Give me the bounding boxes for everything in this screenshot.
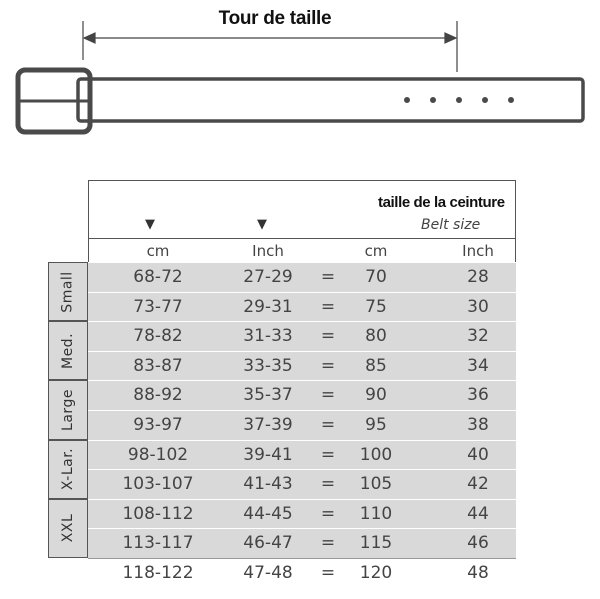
- belt-cm-cell: 85: [365, 355, 387, 376]
- equals-sign: =: [320, 296, 336, 317]
- belt-cm-cell: 75: [365, 296, 387, 317]
- waist-inch-cell: 47-48: [243, 562, 293, 583]
- belt-cm-cell: 115: [359, 533, 393, 554]
- waist-inch-cell: 35-37: [243, 385, 293, 406]
- table-row: [88, 321, 516, 351]
- equals-sign: =: [320, 414, 336, 435]
- equals-sign: =: [320, 562, 336, 583]
- waist-inch-cell: 29-31: [243, 296, 293, 317]
- waist-cm-cell: 108-112: [122, 503, 194, 524]
- belt-inch-cell: 40: [467, 444, 489, 465]
- waist-measure-title: Tour de taille: [218, 8, 332, 29]
- table-row: [88, 351, 516, 381]
- equals-sign: =: [320, 503, 336, 524]
- belt-inch-cell: 44: [467, 503, 489, 524]
- belt-inch-cell: 48: [467, 562, 489, 583]
- down-arrow-icon: ▼: [145, 217, 155, 232]
- table-row: [88, 410, 516, 440]
- table-row: [88, 469, 516, 499]
- waist-cm-cell: 68-72: [133, 267, 183, 287]
- belt-inch-cell: 28: [467, 267, 489, 287]
- size-group-label: Large: [48, 380, 88, 439]
- belt-diagram: [0, 0, 600, 150]
- unit-belt-inch: Inch: [462, 242, 494, 260]
- unit-waist-cm: cm: [146, 242, 170, 260]
- table-row: [88, 440, 516, 470]
- belt-cm-cell: 120: [359, 562, 393, 583]
- size-rows: [88, 262, 516, 588]
- waist-cm-cell: 73-77: [133, 296, 183, 317]
- equals-sign: =: [320, 267, 336, 287]
- belt-size-header-en: Belt size: [421, 217, 481, 233]
- belt-inch-cell: 32: [467, 326, 489, 347]
- belt-cm-cell: 100: [359, 444, 393, 465]
- waist-cm-cell: 93-97: [133, 414, 183, 435]
- belt-inch-cell: 34: [467, 355, 489, 376]
- waist-inch-cell: 33-35: [243, 355, 293, 376]
- table-row: [88, 380, 516, 410]
- waist-inch-cell: 27-29: [243, 267, 293, 287]
- belt-cm-cell: 80: [365, 326, 387, 347]
- equals-sign: =: [320, 385, 336, 406]
- table-row: [88, 499, 516, 529]
- belt-inch-cell: 38: [467, 414, 489, 435]
- belt-inch-cell: 42: [467, 474, 489, 495]
- equals-sign: =: [320, 444, 336, 465]
- belt-cm-cell: 95: [365, 414, 387, 435]
- table-row: [88, 558, 516, 588]
- waist-inch-cell: 46-47: [243, 533, 293, 554]
- unit-belt-cm: cm: [364, 242, 388, 260]
- units-row: [88, 238, 516, 262]
- table-row: [88, 292, 516, 322]
- waist-cm-cell: 113-117: [122, 533, 194, 554]
- equals-sign: =: [320, 326, 336, 347]
- waist-cm-cell: 88-92: [133, 385, 183, 406]
- belt-cm-cell: 110: [359, 503, 393, 524]
- waist-inch-cell: 31-33: [243, 326, 293, 347]
- belt-size-header-fr: taille de la ceinture: [378, 194, 505, 211]
- belt-inch-cell: 36: [467, 385, 489, 406]
- waist-cm-cell: 98-102: [127, 444, 189, 465]
- waist-cm-cell: 118-122: [122, 562, 194, 583]
- equals-sign: =: [320, 474, 336, 495]
- belt-inch-cell: 30: [467, 296, 489, 317]
- waist-inch-cell: 41-43: [243, 474, 293, 495]
- belt-strap: [78, 79, 583, 121]
- equals-sign: =: [320, 533, 336, 554]
- waist-cm-cell: 83-87: [133, 355, 183, 376]
- down-arrow-icon: ▼: [257, 217, 267, 232]
- table-row: [88, 262, 516, 292]
- belt-inch-cell: 46: [467, 533, 489, 554]
- waist-cm-cell: 78-82: [133, 326, 183, 347]
- belt-cm-cell: 90: [365, 385, 387, 406]
- unit-waist-inch: Inch: [252, 242, 284, 260]
- equals-sign: =: [320, 355, 336, 376]
- table-row: [88, 528, 516, 558]
- belt-cm-cell: 105: [359, 474, 393, 495]
- waist-inch-cell: 39-41: [243, 444, 293, 465]
- size-group-label: XXL: [48, 499, 88, 558]
- size-group-label: Small: [48, 262, 88, 321]
- waist-inch-cell: 37-39: [243, 414, 293, 435]
- belt-cm-cell: 70: [365, 267, 387, 287]
- waist-inch-cell: 44-45: [243, 503, 293, 524]
- size-group-label: Med.: [48, 321, 88, 380]
- waist-cm-cell: 103-107: [122, 474, 194, 495]
- size-group-label: X-Lar.: [48, 440, 88, 499]
